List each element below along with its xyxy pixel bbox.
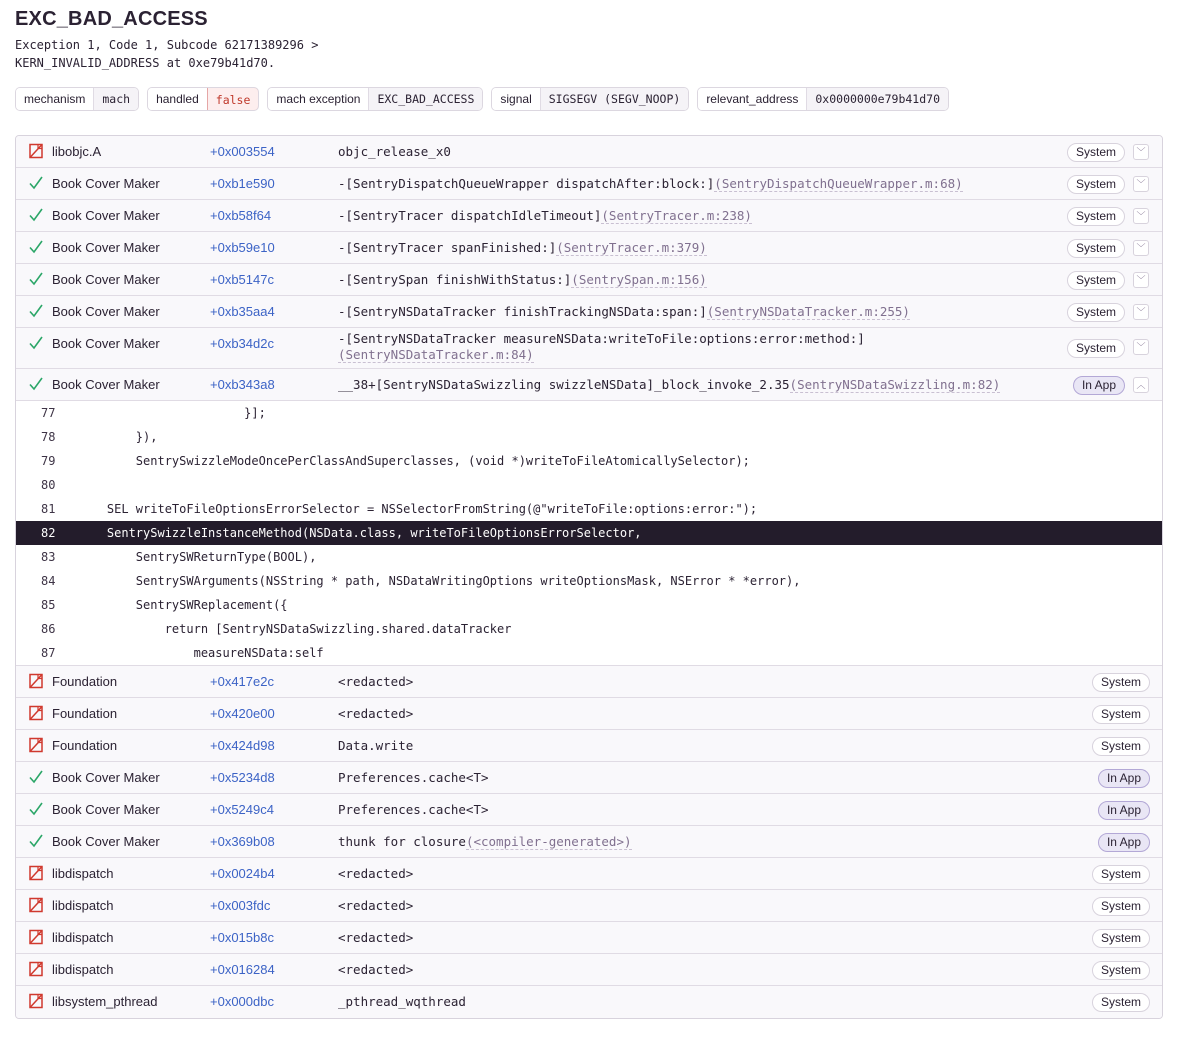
- tag-mach-exception[interactable]: [267, 87, 483, 111]
- tag-signal[interactable]: [491, 87, 689, 111]
- line-number: 87: [41, 646, 56, 660]
- line-number: 84: [41, 574, 56, 588]
- stack-frame-row[interactable]: [16, 328, 1162, 369]
- stack-frame-row[interactable]: [16, 698, 1162, 730]
- frame-address[interactable]: +0xb35aa4: [210, 304, 275, 319]
- frame-module: Book Cover Maker: [52, 336, 160, 351]
- frame-module: Book Cover Maker: [52, 834, 160, 849]
- frame-function-name: objc_release_x0: [338, 144, 451, 159]
- stack-frame-row[interactable]: [16, 296, 1162, 328]
- frame-module: Foundation: [52, 674, 118, 689]
- code-text: SentrySWReplacement({: [78, 598, 288, 612]
- frame-function-name: <redacted>: [338, 898, 414, 913]
- code-text: SentrySWArguments(NSString * path, NSDataWritingOptions writeOptionsMask, NSError * *error),: [78, 574, 801, 588]
- frame-address[interactable]: +0x003fdc: [210, 898, 271, 913]
- chevron-down-icon[interactable]: ﹀: [1133, 144, 1149, 160]
- frame-function-name: Preferences.cache<T>: [338, 802, 489, 817]
- check-icon: [28, 335, 44, 351]
- frame-function: [338, 930, 1038, 946]
- frame-type-badge: System: [1067, 303, 1125, 322]
- check-icon: [28, 271, 44, 287]
- code-text: SentrySwizzleInstanceMethod(NSData.class, writeToFileOptionsErrorSelector,: [78, 526, 642, 540]
- code-line: [16, 569, 1162, 593]
- frame-type-badge: System: [1092, 929, 1150, 948]
- frame-type-badge: System: [1092, 737, 1150, 756]
- missing-symbol-icon: [28, 993, 44, 1009]
- line-number: 83: [41, 550, 56, 564]
- check-icon: [28, 175, 44, 191]
- frame-function: [338, 962, 1038, 978]
- frame-module: libdispatch: [52, 930, 114, 945]
- tag-relevant-address[interactable]: [697, 87, 949, 111]
- frame-type-badge: System: [1067, 207, 1125, 226]
- stack-trace: [15, 135, 1163, 1019]
- frame-module: Book Cover Maker: [52, 770, 160, 785]
- frame-address[interactable]: +0x420e00: [210, 706, 275, 721]
- code-line: [16, 401, 1162, 425]
- check-icon: [28, 303, 44, 319]
- frame-function: [338, 770, 1038, 786]
- stack-frame-row[interactable]: [16, 890, 1162, 922]
- frame-type-badge: System: [1092, 961, 1150, 980]
- frame-type-badge: System: [1092, 705, 1150, 724]
- tag-list: [15, 87, 949, 111]
- tag-value: EXC_BAD_ACCESS: [368, 88, 482, 110]
- frame-function-name: -[SentryTracer spanFinished:]: [338, 240, 557, 255]
- stack-frame-row[interactable]: [16, 369, 1162, 401]
- frame-function: [338, 706, 1038, 722]
- line-number: 77: [41, 406, 56, 420]
- stack-frame-row[interactable]: [16, 826, 1162, 858]
- frame-function: [338, 674, 1038, 690]
- line-number: 85: [41, 598, 56, 612]
- frame-function: [338, 331, 1038, 363]
- frame-type-badge: System: [1067, 175, 1125, 194]
- line-number: 78: [41, 430, 56, 444]
- frame-type-badge: System: [1067, 143, 1125, 162]
- frame-function-name: -[SentryNSDataTracker finishTrackingNSData:span:]: [338, 304, 707, 319]
- frame-function-name: <redacted>: [338, 866, 414, 881]
- tag-key: mechanism: [16, 88, 93, 110]
- frame-module: libdispatch: [52, 866, 114, 881]
- tag-handled[interactable]: [147, 87, 259, 111]
- frame-type-badge: System: [1092, 673, 1150, 692]
- frame-address[interactable]: +0xb58f64: [210, 208, 272, 223]
- stack-frame-row[interactable]: [16, 730, 1162, 762]
- frame-module: Foundation: [52, 738, 118, 753]
- frame-address[interactable]: +0x417e2c: [210, 674, 274, 689]
- frame-address[interactable]: +0x0024b4: [210, 866, 275, 881]
- frame-function-name: <redacted>: [338, 930, 414, 945]
- stack-frame-row[interactable]: [16, 986, 1162, 1018]
- frame-address[interactable]: +0xb34d2c: [210, 336, 274, 351]
- exception-description-line: Exception 1, Code 1, Subcode 62171389296 >: [15, 38, 319, 52]
- check-icon: [28, 769, 44, 785]
- frame-type-badge: System: [1067, 239, 1125, 258]
- code-line: [16, 425, 1162, 449]
- code-line: [16, 617, 1162, 641]
- missing-symbol-icon: [28, 897, 44, 913]
- frame-module: Book Cover Maker: [52, 176, 160, 191]
- check-icon: [28, 376, 44, 392]
- frame-address[interactable]: +0x003554: [210, 144, 275, 159]
- code-text: SentrySWReturnType(BOOL),: [78, 550, 317, 564]
- frame-function-name: -[SentrySpan finishWithStatus:]: [338, 272, 572, 287]
- exception-description: [15, 36, 318, 72]
- stack-frame-row[interactable]: [16, 858, 1162, 890]
- frame-type-badge: In App: [1098, 833, 1150, 852]
- frame-source-location[interactable]: (<compiler-generated>): [465, 834, 632, 849]
- tag-value: SIGSEGV (SEGV_NOOP): [540, 88, 689, 110]
- frame-type-badge: System: [1092, 865, 1150, 884]
- tag-value: false: [207, 87, 260, 111]
- line-number: 79: [41, 454, 56, 468]
- stack-frame-row[interactable]: [16, 762, 1162, 794]
- frame-function: [338, 144, 1038, 160]
- chevron-down-icon[interactable]: ﹀: [1133, 240, 1149, 256]
- frame-type-badge: System: [1067, 271, 1125, 290]
- code-context: [16, 401, 1162, 666]
- stack-frame-row[interactable]: [16, 232, 1162, 264]
- chevron-down-icon[interactable]: ﹀: [1133, 339, 1149, 355]
- code-line: [16, 593, 1162, 617]
- code-text: SentrySwizzleModeOncePerClassAndSuperclasses, (void *)writeToFileAtomicallySelector);: [78, 454, 750, 468]
- stack-frame-row[interactable]: [16, 954, 1162, 986]
- frame-module: libobjc.A: [52, 144, 102, 159]
- missing-symbol-icon: [28, 673, 44, 689]
- frame-module: Book Cover Maker: [52, 240, 160, 255]
- missing-symbol-icon: [28, 929, 44, 945]
- check-icon: [28, 239, 44, 255]
- frame-function: [338, 898, 1038, 914]
- frame-function: [338, 802, 1038, 818]
- frame-function: [338, 834, 1038, 850]
- code-line: [16, 641, 1162, 665]
- frame-module: Book Cover Maker: [52, 208, 160, 223]
- exception-description-line: KERN_INVALID_ADDRESS at 0xe79b41d70.: [15, 56, 276, 70]
- frame-module: libdispatch: [52, 898, 114, 913]
- code-text: SEL writeToFileOptionsErrorSelector = NSSelectorFromString(@"writeToFile:options:error:");: [78, 502, 758, 516]
- stack-frame-row[interactable]: [16, 168, 1162, 200]
- check-icon: [28, 207, 44, 223]
- frame-source-location[interactable]: (SentrySpan.m:156): [571, 272, 707, 287]
- stack-frame-row[interactable]: [16, 794, 1162, 826]
- frame-address[interactable]: +0x000dbc: [210, 994, 274, 1009]
- frame-type-badge: System: [1092, 993, 1150, 1012]
- frame-function-name: <redacted>: [338, 674, 414, 689]
- tag-value: mach: [93, 88, 138, 110]
- code-line: [16, 545, 1162, 569]
- chevron-down-icon[interactable]: ﹀: [1133, 176, 1149, 192]
- line-number: 80: [41, 478, 56, 492]
- code-line: [16, 449, 1162, 473]
- frame-function-name: _pthread_wqthread: [338, 994, 466, 1009]
- frame-type-badge: In App: [1098, 769, 1150, 788]
- frame-function-name: __38+[SentryNSDataSwizzling swizzleNSData]_block_invoke_2.35: [338, 377, 790, 392]
- tag-key: mach exception: [268, 88, 368, 110]
- frame-module: Book Cover Maker: [52, 304, 160, 319]
- missing-symbol-icon: [28, 865, 44, 881]
- frame-source-location[interactable]: (SentryTracer.m:238): [601, 208, 752, 223]
- frame-function-name: <redacted>: [338, 706, 414, 721]
- stack-frame-row[interactable]: [16, 200, 1162, 232]
- highlighted-code-line: [16, 521, 1162, 545]
- chevron-up-icon[interactable]: ︿: [1133, 377, 1149, 393]
- frame-function: [338, 866, 1038, 882]
- frame-address[interactable]: +0x5249c4: [210, 802, 274, 817]
- frame-function: [338, 377, 1038, 393]
- code-text: return [SentryNSDataSwizzling.shared.dataTracker: [78, 622, 512, 636]
- frame-type-badge: System: [1092, 897, 1150, 916]
- frame-function: [338, 176, 1038, 192]
- tag-key: signal: [492, 88, 539, 110]
- stack-frame-row[interactable]: [16, 136, 1162, 168]
- frame-module: Book Cover Maker: [52, 377, 160, 392]
- frame-function: [338, 304, 1038, 320]
- frame-address[interactable]: +0xb59e10: [210, 240, 275, 255]
- frame-address[interactable]: +0xb5147c: [210, 272, 274, 287]
- frame-source-location[interactable]: (SentryTracer.m:379): [556, 240, 707, 255]
- frame-function: [338, 738, 1038, 754]
- frame-address[interactable]: +0xb1e590: [210, 176, 275, 191]
- line-number: 82: [41, 526, 56, 540]
- frame-function-name: -[SentryTracer dispatchIdleTimeout]: [338, 208, 602, 223]
- frame-address[interactable]: +0x369b08: [210, 834, 275, 849]
- frame-function-name: Preferences.cache<T>: [338, 770, 489, 785]
- chevron-down-icon[interactable]: ﹀: [1133, 208, 1149, 224]
- frame-address[interactable]: +0x016284: [210, 962, 275, 977]
- frame-function-name: thunk for closure: [338, 834, 466, 849]
- tag-key: handled: [148, 88, 207, 110]
- frame-address[interactable]: +0xb343a8: [210, 377, 275, 392]
- chevron-down-icon[interactable]: ﹀: [1133, 304, 1149, 320]
- frame-function: [338, 994, 1038, 1010]
- code-line: [16, 473, 1162, 497]
- line-number: 81: [41, 502, 56, 516]
- frame-type-badge: System: [1067, 339, 1125, 358]
- frame-function: [338, 208, 1038, 224]
- frame-source-location[interactable]: (SentryNSDataTracker.m:255): [706, 304, 910, 319]
- missing-symbol-icon: [28, 143, 44, 159]
- frame-module: libsystem_pthread: [52, 994, 158, 1009]
- frame-function-name: -[SentryNSDataTracker measureNSData:writeToFile:options:error:method:]: [338, 331, 865, 346]
- code-text: measureNSData:self: [78, 646, 324, 660]
- code-line: [16, 497, 1162, 521]
- missing-symbol-icon: [28, 705, 44, 721]
- frame-function-name: <redacted>: [338, 962, 414, 977]
- frame-function-name: Data.write: [338, 738, 414, 753]
- frame-module: Foundation: [52, 706, 118, 721]
- frame-module: Book Cover Maker: [52, 802, 160, 817]
- line-number: 86: [41, 622, 56, 636]
- frame-address[interactable]: +0x015b8c: [210, 930, 274, 945]
- tag-mechanism[interactable]: [15, 87, 139, 111]
- stack-frame-row[interactable]: [16, 666, 1162, 698]
- missing-symbol-icon: [28, 961, 44, 977]
- frame-source-location[interactable]: (SentryNSDataTracker.m:84): [338, 347, 534, 362]
- stack-frame-row[interactable]: [16, 922, 1162, 954]
- frame-type-badge: In App: [1073, 376, 1125, 395]
- frame-function: [338, 240, 1038, 256]
- frame-function: [338, 272, 1038, 288]
- code-text: }),: [78, 430, 158, 444]
- missing-symbol-icon: [28, 737, 44, 753]
- frame-source-location[interactable]: (SentryNSDataSwizzling.m:82): [789, 377, 1001, 392]
- stack-frame-row[interactable]: [16, 264, 1162, 296]
- code-text: }];: [78, 406, 266, 420]
- frame-function-name: -[SentryDispatchQueueWrapper dispatchAfter:block:]: [338, 176, 715, 191]
- check-icon: [28, 801, 44, 817]
- frame-module: Book Cover Maker: [52, 272, 160, 287]
- tag-value: 0x0000000e79b41d70: [806, 88, 948, 110]
- chevron-down-icon[interactable]: ﹀: [1133, 272, 1149, 288]
- frame-module: libdispatch: [52, 962, 114, 977]
- frame-address[interactable]: +0x5234d8: [210, 770, 275, 785]
- exception-title: EXC_BAD_ACCESS: [15, 8, 208, 30]
- tag-key: relevant_address: [698, 88, 806, 110]
- frame-address[interactable]: +0x424d98: [210, 738, 275, 753]
- frame-type-badge: In App: [1098, 801, 1150, 820]
- check-icon: [28, 833, 44, 849]
- frame-source-location[interactable]: (SentryDispatchQueueWrapper.m:68): [714, 176, 963, 191]
